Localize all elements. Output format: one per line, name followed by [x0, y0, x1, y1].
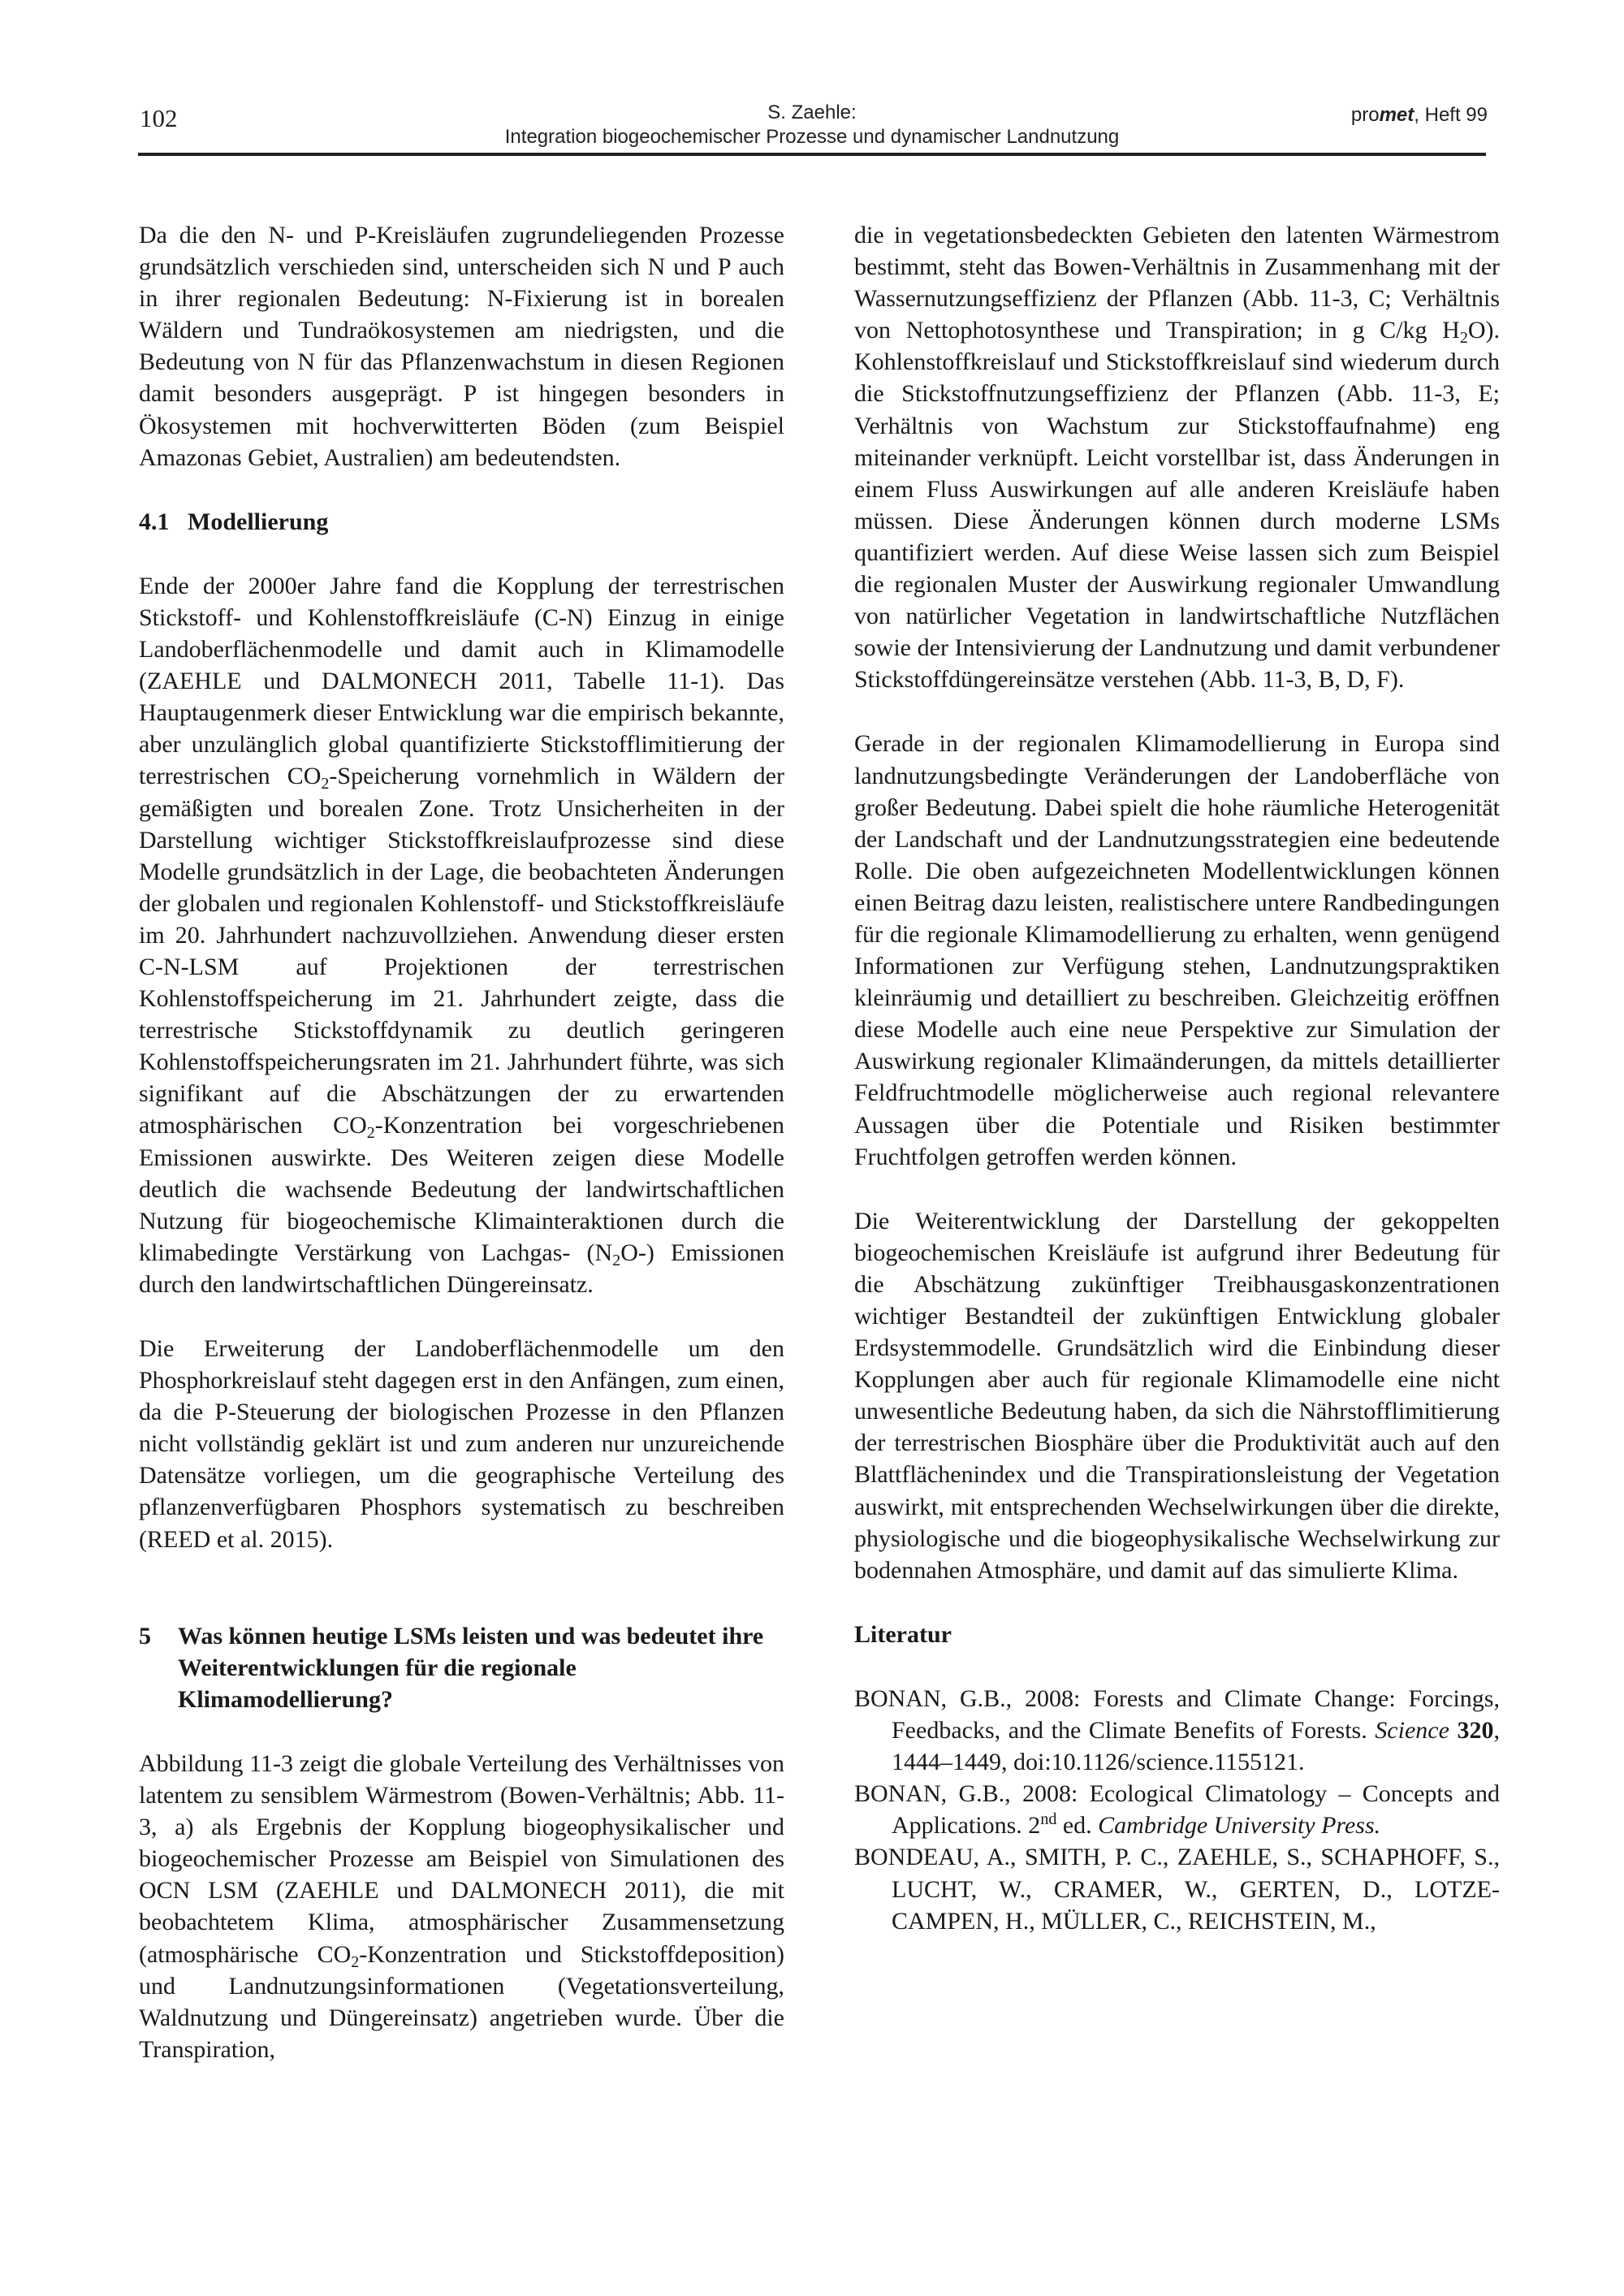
reference-item: [854, 1683, 1500, 1778]
paragraph: [854, 219, 1500, 695]
text-run: die in vegetationsbedeckten Gebieten den latenten Wärmestrom bestimmt, steht das Bowen-Verhältnis in Zusammenhang mit der Wassernutzungseffizienz der Pflanzen (Abb. 11-3, C; Verhältnis von Nettophotosynthese und Transpiration; in g C/kg H: [854, 222, 1500, 344]
page-number: 102: [140, 104, 178, 132]
publisher: Cambridge University Press.: [1098, 1812, 1381, 1840]
journal-name: Science: [1375, 1717, 1449, 1745]
journal-issue: [1351, 104, 1488, 127]
superscript: nd: [1040, 1810, 1057, 1829]
text-run: -Konzentration bei vorgeschriebenen Emissionen auswirkte. Des Weiteren zeigen diese Modelle deutlich die wachsende Bedeutung der landwirtschaftlichen Nutzung für biogeochemische Klimainteraktionen durch die klimabedingte Verstärkung von Lachgas- (N: [139, 1112, 784, 1266]
journal-pro: pro: [1350, 104, 1380, 126]
paragraph: Die Weiterentwicklung der Darstellung der gekoppelten biogeochemischen Kreisläufe ist aufgrund ihrer Bedeutung für die Abschätzung zukünftiger Treibhausgaskonzentrationen wichtiger Bestandteil der zukünftigen Entwicklung globaler Erdsystemmodelle. Grundsätzlich wird die Einbindung dieser Kopplungen aber auch für regionale Klimamodelle eine nicht unwesentliche Bedeutung haben, da sich die Nährstofflimitierung der terrestrischen Biosphäre über die Produktivität auch auf den Blattflächenindex und die Transpirationsleistung der Vegetation auswirkt, mit entsprechenden Wechselwirkungen über die direkte, physiologische und die biogeophysikalische Wechselwirkung zur bodennahen Atmosphäre, und damit auf das simulierte Klima.: [854, 1207, 1500, 1584]
text-run: , 1444–1449, doi:10.1126/science.1155121.: [892, 1717, 1500, 1776]
section-title: Modellierung: [188, 508, 329, 535]
subscript: 2: [321, 775, 330, 793]
journal-met: met: [1379, 104, 1415, 126]
text-run: BONAN, G.B., 2008: Ecological Climatology – Concepts and Applications. 2: [854, 1780, 1500, 1840]
text-run: ed.: [1056, 1812, 1099, 1840]
literature-heading: Literatur: [854, 1620, 952, 1648]
header-title: Integration biogeochemischer Prozesse und dynamischer Landnutzung: [504, 126, 1120, 148]
paragraph: [139, 570, 784, 1300]
subscript: 2: [366, 1124, 375, 1143]
section-heading-4-1: [139, 506, 784, 538]
subscript: 2: [1459, 329, 1468, 348]
paragraph: Da die den N- und P-Kreisläufen zugrundeliegenden Prozesse grundsätzlich verschieden sind, unterscheiden sich N und P auch in ihrer regionalen Bedeutung: N-Fixierung ist in borealen Wäldern und Tundraökosystemen am niedrigsten, und die Bedeutung von N für das Pflanzenwachstum in diesen Regionen damit besonders ausgeprägt. P ist hingegen besonders in Ökosystemen mit hochverwitterten Böden (zum Beispiel Amazonas Gebiet, Australien) am bedeutendsten.: [139, 222, 784, 471]
section-number: 4.1: [139, 508, 170, 535]
text-run: -Konzentration und Stickstoffdeposition) und Landnutzungsinformationen (Vegetationsverteilung, Waldnutzung und Düngereinsatz) angetrieben wurde. Über die Transpiration,: [139, 1940, 784, 2063]
text-run: O-) Emissionen durch den landwirtschaftlichen Düngereinsatz.: [139, 1239, 785, 1298]
subscript: 2: [612, 1251, 621, 1269]
text-run: Abbildung 11-3 zeigt die globale Verteilung des Verhältnisses von latentem zu sensiblem Wärmestrom (Bowen-Verhältnis; Abb. 11-3, a) als Ergebnis der Kopplung biogeophysikalischer und biogeochemischer Prozesse am Beispiel von Simulationen des OCN LSM (ZAEHLE und DALMONECH 2011), die mit beobachtetem Klima, atmosphärischer Zusammensetzung (atmosphärische CO: [139, 1749, 784, 1968]
text-run: BONAN, G.B., 2008: Forests and Climate Change: Forcings, Feedbacks, and the Climate Benefits of Forests.: [854, 1684, 1500, 1745]
section-heading-5: [139, 1620, 784, 1715]
reference-item: BONDEAU, A., SMITH, P. C., ZAEHLE, S., SCHAPHOFF, S., LUCHT, W., CRAMER, W., GERTEN, D., LOTZE-CAMPEN, H., MÜLLER, C., REICHSTEIN, M.,: [854, 1844, 1500, 1935]
text-run: Ende der 2000er Jahre fand die Kopplung der terrestrischen Stickstoff- und Kohlenstoffkreisläufe (C-N) Einzug in einige Landoberflächenmodelle und damit auch in Klimamodelle (ZAEHLE und DALMONECH 2011, Tabelle 11-1). Das Hauptaugenmerk dieser Entwicklung war die empirisch bekannte, aber unzulänglich global quantifizierte Stickstofflimitierung der terrestrischen CO: [139, 572, 784, 790]
section-number: 5: [139, 1622, 151, 1650]
header-author: S. Zaehle:: [767, 102, 857, 123]
paragraph: Gerade in der regionalen Klimamodellierung in Europa sind landnutzungsbedingte Veränderungen der Landoberfläche von großer Bedeutung. Dabei spielt die hohe räumliche Heterogenität der Landschaft und der Landnutzungsstrategien eine bedeutende Rolle. Die oben aufgezeichneten Modellentwicklungen können einen Beitrag dazu leisten, realistischere untere Randbedingungen für die regionale Klimamodellierung zu erhalten, wenn genügend Informationen zur Verfügung stehen, Landnutzungspraktiken kleinräumig und detailliert zu beschreiben. Gleichzeitig eröffnen diese Modelle auch eine neue Perspektive zur Simulation der Auswirkung regionaler Klimaänderungen, da mittels detaillierter Feldfruchtmodelle möglicherweise auch regional relevantere Aussagen über die Potentiale und Risiken bestimmter Fruchtfolgen getroffen werden können.: [854, 730, 1500, 1170]
right-column: [854, 219, 1500, 1937]
left-column: [139, 219, 784, 2065]
journal-heft: , Heft 99: [1414, 104, 1488, 126]
header-rule: [138, 153, 1486, 156]
subscript: 2: [351, 1952, 360, 1971]
paragraph: [139, 1748, 784, 2065]
reference-item: [854, 1778, 1500, 1841]
running-header: [487, 101, 1137, 149]
text-run: -Speicherung vornehmlich in Wäldern der gemäßigten und borealen Zone. Trotz Unsicherheiten in der Darstellung wichtiger Stickstoffkreislaufprozesse sind diese Modelle grundsätzlich in der Lage, die beobachteten Änderungen der globalen und regionalen Kohlenstoff- und Stickstoffkreisläufe im 20. Jahrhundert nachzuvollziehen. Anwendung dieser ersten C-N-LSM auf Projektionen der terrestrischen Kohlenstoffspeicherung im 21. Jahrhundert zeigte, dass die terrestrische Stickstoffdynamik zu deutlich geringeren Kohlenstoffspeicherungsraten im 21. Jahrhundert führte, was sich signifikant auf die Abschätzungen der zu erwartenden atmosphärischen CO: [139, 763, 784, 1139]
paragraph: Die Erweiterung der Landoberflächenmodelle um den Phosphorkreislauf steht dagegen erst in den Anfängen, zum einen, da die P-Steuerung der biologischen Prozesse in den Pflanzen nicht vollständig geklärt ist und zum anderen nur unzureichende Datensätze vorliegen, um die geographische Verteilung des pflanzenverfügbaren Phosphors systematisch zu beschreiben (REED et al. 2015).: [139, 1335, 784, 1553]
volume: 320: [1449, 1717, 1494, 1745]
section-title: Was können heutige LSMs leisten und was bedeutet ihre Weiterentwicklungen für die regionale Klimamodellierung?: [178, 1622, 764, 1713]
text-run: O). Kohlenstoffkreislauf und Stickstoffkreislauf sind wiederum durch die Stickstoffnutzungseffizienz der Pflanzen (Abb. 11-3, E; Verhältnis von Wachstum zur Stickstoffaufnahme) eng miteinander verknüpft. Leicht vorstellbar ist, dass Änderungen in einem Fluss Auswirkungen auf alle anderen Kreisläufe haben müssen. Diese Änderungen können durch moderne LSMs quantifiziert werden. Auf diese Weise lassen sich zum Beispiel die regionalen Muster der Auswirkung regionaler Umwandlung von natürlicher Vegetation in landwirtschaftliche Nutzflächen sowie der Intensivierung der Landnutzung und damit verbundener Stickstoffdüngereinsätze verstehen (Abb. 11-3, B, D, F).: [854, 317, 1500, 694]
